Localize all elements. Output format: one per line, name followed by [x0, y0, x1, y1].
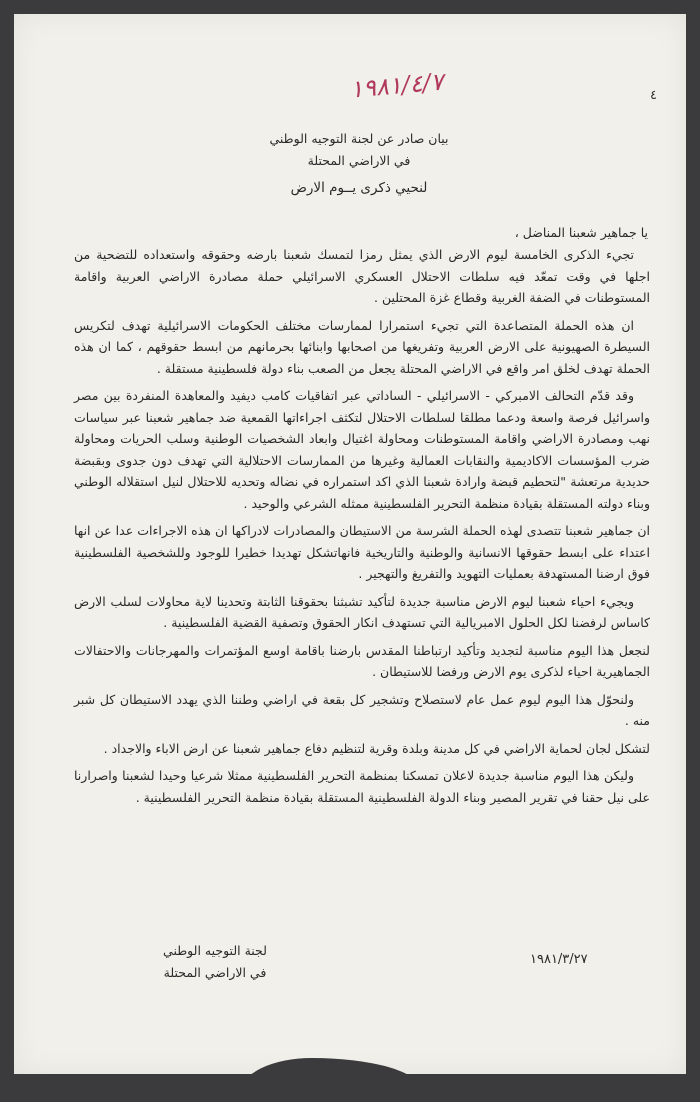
paragraph: ولنحوّل هذا اليوم ليوم عمل عام لاستصلاح وتشجير كل بقعة في اراضي وطننا الذي يهدد الاستيطان كل شبر منه . [74, 691, 650, 728]
paragraph: لتشكل لجان لحماية الاراضي في كل مدينة وبلدة وقرية لتنظيم دفاع جماهير شعبنا عن ارض الاباء والاجداد . [103, 740, 650, 756]
paragraph: ان جماهير شعبنا تتصدى لهذه الحملة الشرسة من الاستيطان والمصادرات لادراكها ان هذه الاجراءات عدا عن انها اعتداء على ابسط حقوقها الانسانية والوطنية والتاريخية فانهاتشكل تهديدا خطيرا للوجود وللشخصية الفلسطينية فوق ارضنا المستهدفة بعمليات التهويد والتفريغ والتهجير . [74, 523, 650, 581]
statement-date: ١٩٨١/٣/٢٧ [530, 952, 588, 967]
handwritten-date-note: ١٩٨١/٤/٧ [348, 67, 445, 104]
corner-mark: ٤ [650, 88, 657, 103]
document-page [14, 14, 686, 1074]
statement-subject: لنحيي ذكرى يــوم الارض [290, 180, 428, 196]
paragraph: وقد قدّم التحالف الامبركي - الاسرائيلي - الساداتي عبر اتفاقيات كامب ديفيد والمعاهدة المنفردة بين مصر واسرائيل فرصة واسعة ودعما مطلقا لسلطات الاحتلال لتكثف اجراءاتها القمعية ضد جماهير شعبنا عبر سياسات نهب ومصادرة الاراضي واقامة المستوطنات ومحاولة اغتيال وابعاد الشخصيات الوطنية وسلب الحريات ومحاولة ضرب المؤسسات الاكاديمية والنقابات العمالية وغيرها من الممارسات الاحتلالية التي تهدف دون جدوى وبقبضة حديدية مرتعشة "لتحطيم قبضة وارادة شعبنا الذي اكد استمراره في نضاله وتحديه للاحتلال لنيل استقلاله الوطني وبناء دولته المستقلة بقيادة منظمة التحرير الفلسطينية ممثله الشرعي والوحيد . [74, 388, 650, 511]
paragraph: لنجعل هذا اليوم مناسبة لتجديد وتأكيد ارتباطنا المقدس بارضنا باقامة اوسع المؤتمرات والمهرجانات والاحتفالات الجماهيرية احياء لذكرى يوم الارض ورفضا للاستيطان . [74, 642, 650, 679]
header-line-2: في الاراضي المحتلة [307, 152, 411, 168]
signature-block [140, 940, 290, 983]
paragraph: ان هذه الحملة المتصاعدة التي تجيء استمرارا لممارسات مختلف الحكومات الاسرائيلية تهدف لتكريس السيطرة الصهيونية على الارض العربية وتفريغها من اصحابها وابنائها بحرمانهم من ابسط حقوقهم ، كما ان هذه الحملة تهدف لخلق امر واقع في الاراضي المحتلة يجعل من الصعب بناء دولة فلسطينية مستقلة . [74, 317, 650, 376]
paragraph: تجيء الذكرى الخامسة ليوم الارض الذي يمثل رمزا لتمسك شعبنا بارضه وحقوقه واستعداده للتضحية من اجلها في وقت تمعّد فيه سلطات الاحتلال العسكري الاسرائيلي حملة مصادرة الاراضي العربية واقامة المستوطنات في الضفة الغربية وقطاع غزة المحتلين . [74, 247, 650, 305]
statement-body [74, 244, 650, 814]
statement-header [164, 128, 554, 171]
signature-line-1: لجنة التوجيه الوطني [163, 943, 267, 958]
header-line-1: بيان صادر عن لجنة التوجيه الوطني [269, 131, 449, 146]
signature-line-2: في الاراضي المحتلة [163, 964, 267, 980]
greeting: يا جماهير شعبنا المناضل ، [514, 225, 648, 240]
paragraph: وليكن هذا اليوم مناسبة جديدة لاعلان تمسكنا بمنظمة التحرير الفلسطينية ممثلا شرعيا وحيدا لشعبنا واصرارنا على نيل حقنا في تقرير المصير وبناء الدولة الفلسطينية المستقلة بقيادة منظمة التحرير الفلسطينية . [74, 768, 650, 805]
paragraph: ويجيء احياء شعبنا ليوم الارض مناسبة جديدة لتأكيد تشبثنا بحقوقنا الثابتة وتحدينا لاية محاولات لسلب الارض كاساس لرفضنا لكل الحلول الامبريالية التي تستهدف انكار الحقوق وتصفية القضية الفلسطينية . [74, 593, 650, 630]
